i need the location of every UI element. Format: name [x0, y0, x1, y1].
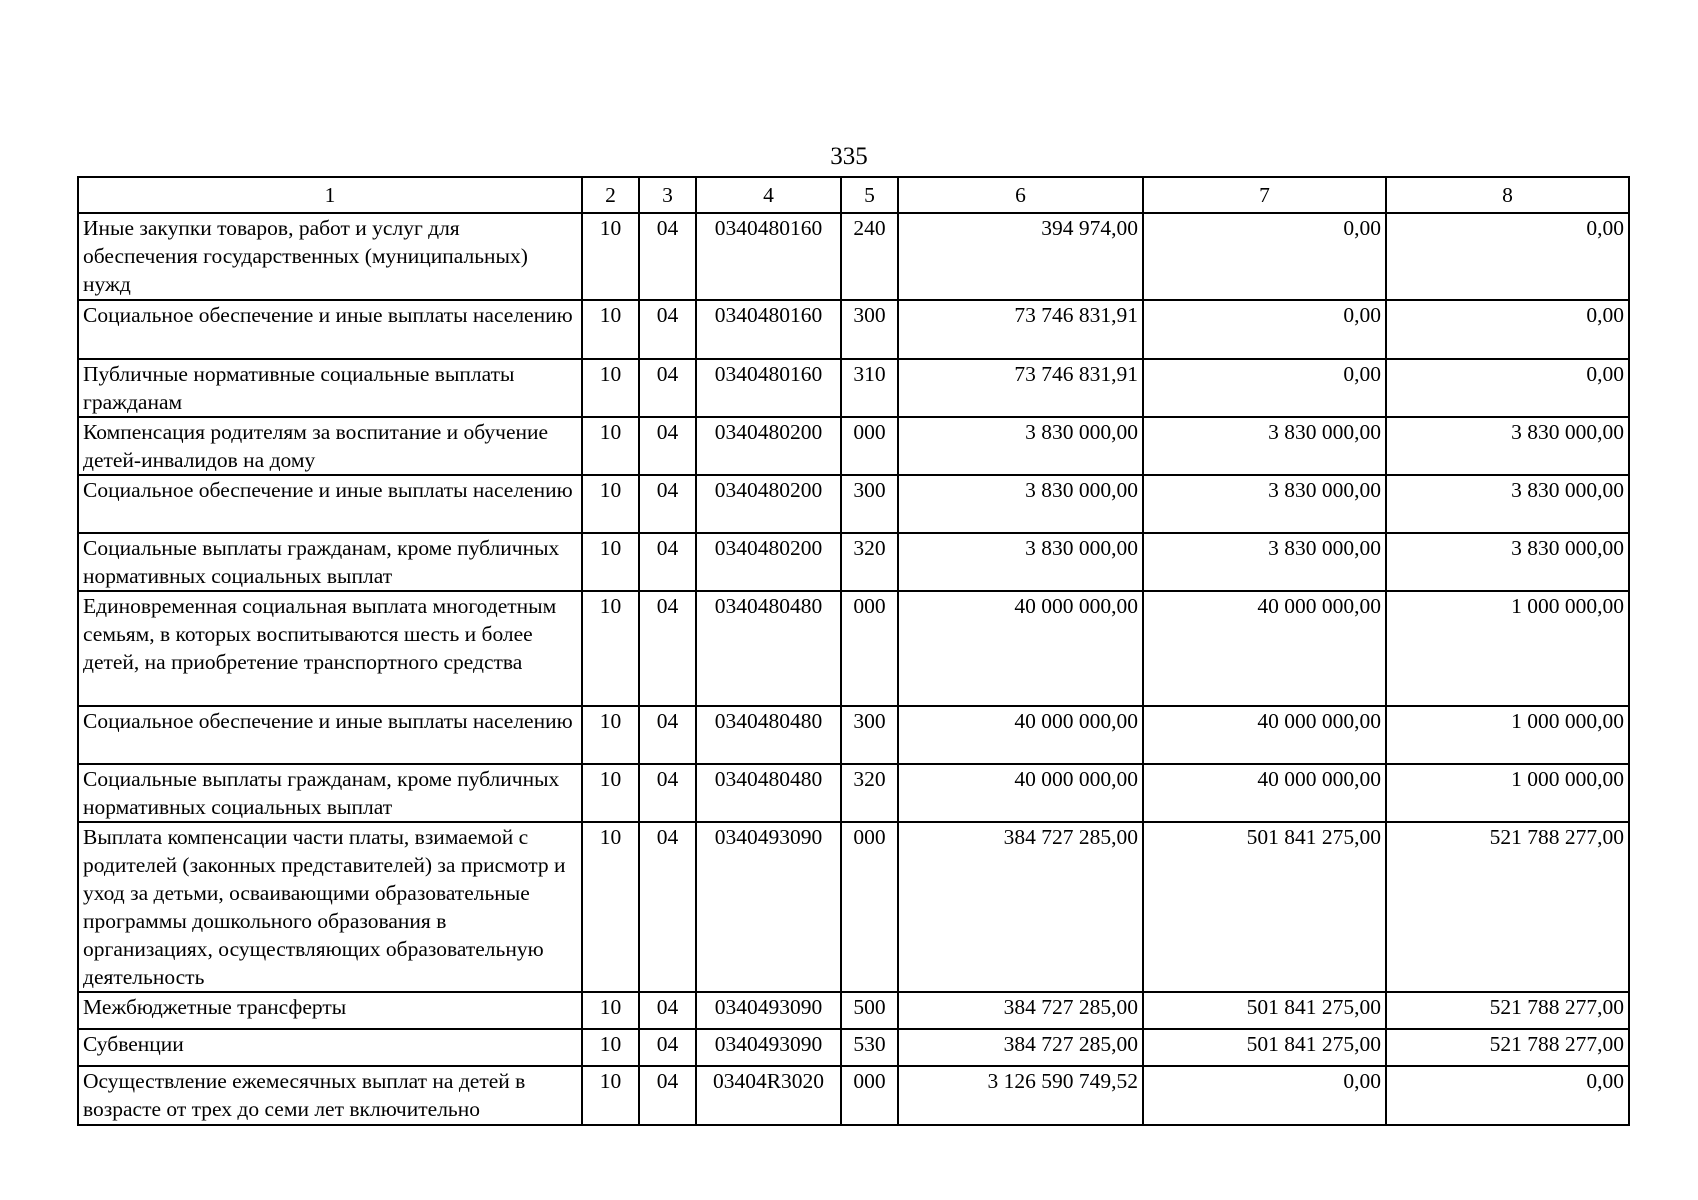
expense-type-cell: 320	[841, 533, 898, 591]
table-row	[78, 359, 1629, 417]
column-header: 7	[1143, 177, 1386, 213]
subsection-cell: 04	[639, 475, 696, 533]
subsection-cell: 04	[639, 706, 696, 764]
expense-type-cell: 000	[841, 1066, 898, 1125]
section-cell: 10	[582, 1066, 639, 1125]
table-row	[78, 533, 1629, 591]
section-cell: 10	[582, 533, 639, 591]
amount-cell: 501 841 275,00	[1143, 1029, 1386, 1066]
expense-type-cell: 000	[841, 417, 898, 475]
target-article-cell: 0340480200	[696, 475, 841, 533]
amount-cell: 501 841 275,00	[1143, 992, 1386, 1029]
row-name-cell: Единовременная социальная выплата многодетным семьям, в которых воспитываются шесть и более детей, на приобретение транспортного средства	[78, 591, 582, 706]
amount-cell: 0,00	[1386, 300, 1629, 359]
amount-cell: 3 830 000,00	[898, 533, 1143, 591]
amount-cell: 3 126 590 749,52	[898, 1066, 1143, 1125]
amount-cell: 1 000 000,00	[1386, 591, 1629, 706]
subsection-cell: 04	[639, 533, 696, 591]
column-header: 6	[898, 177, 1143, 213]
page-number: 335	[830, 143, 868, 170]
table-row	[78, 300, 1629, 359]
amount-cell: 394 974,00	[898, 213, 1143, 300]
subsection-cell: 04	[639, 1066, 696, 1125]
section-cell: 10	[582, 359, 639, 417]
target-article-cell: 03404R3020	[696, 1066, 841, 1125]
amount-cell: 3 830 000,00	[1143, 475, 1386, 533]
column-header: 4	[696, 177, 841, 213]
budget-table	[77, 176, 1630, 1126]
row-name-cell: Социальное обеспечение и иные выплаты населению	[78, 475, 582, 533]
row-name-cell: Субвенции	[78, 1029, 582, 1066]
amount-cell: 73 746 831,91	[898, 359, 1143, 417]
target-article-cell: 0340480160	[696, 213, 841, 300]
amount-cell: 384 727 285,00	[898, 822, 1143, 992]
amount-cell: 521 788 277,00	[1386, 1029, 1629, 1066]
expense-type-cell: 300	[841, 300, 898, 359]
table-row	[78, 417, 1629, 475]
section-cell: 10	[582, 300, 639, 359]
expense-type-cell: 300	[841, 706, 898, 764]
subsection-cell: 04	[639, 1029, 696, 1066]
amount-cell: 1 000 000,00	[1386, 764, 1629, 822]
subsection-cell: 04	[639, 359, 696, 417]
row-name-cell: Выплата компенсации части платы, взимаемой с родителей (законных представителей) за присмотр и уход за детьми, осваивающими образовательные программы дошкольного образования в организациях, осуществляющих образовательную деятельность	[78, 822, 582, 992]
amount-cell: 3 830 000,00	[898, 417, 1143, 475]
subsection-cell: 04	[639, 300, 696, 359]
target-article-cell: 0340480200	[696, 417, 841, 475]
amount-cell: 3 830 000,00	[1143, 417, 1386, 475]
column-header: 5	[841, 177, 898, 213]
amount-cell: 0,00	[1143, 213, 1386, 300]
amount-cell: 0,00	[1386, 213, 1629, 300]
expense-type-cell: 000	[841, 591, 898, 706]
amount-cell: 3 830 000,00	[1386, 475, 1629, 533]
row-name-cell: Социальные выплаты гражданам, кроме публичных нормативных социальных выплат	[78, 533, 582, 591]
row-name-cell: Межбюджетные трансферты	[78, 992, 582, 1029]
amount-cell: 0,00	[1143, 1066, 1386, 1125]
subsection-cell: 04	[639, 992, 696, 1029]
expense-type-cell: 500	[841, 992, 898, 1029]
section-cell: 10	[582, 591, 639, 706]
section-cell: 10	[582, 1029, 639, 1066]
target-article-cell: 0340480160	[696, 359, 841, 417]
row-name-cell: Компенсация родителям за воспитание и обучение детей-инвалидов на дому	[78, 417, 582, 475]
table-row	[78, 992, 1629, 1029]
expense-type-cell: 310	[841, 359, 898, 417]
table-row	[78, 591, 1629, 706]
amount-cell: 3 830 000,00	[898, 475, 1143, 533]
section-cell: 10	[582, 822, 639, 992]
amount-cell: 1 000 000,00	[1386, 706, 1629, 764]
subsection-cell: 04	[639, 213, 696, 300]
amount-cell: 73 746 831,91	[898, 300, 1143, 359]
amount-cell: 3 830 000,00	[1143, 533, 1386, 591]
amount-cell: 3 830 000,00	[1386, 417, 1629, 475]
target-article-cell: 0340480480	[696, 764, 841, 822]
row-name-cell: Публичные нормативные социальные выплаты гражданам	[78, 359, 582, 417]
amount-cell: 3 830 000,00	[1386, 533, 1629, 591]
amount-cell: 40 000 000,00	[1143, 591, 1386, 706]
column-header: 1	[78, 177, 582, 213]
section-cell: 10	[582, 706, 639, 764]
row-name-cell: Социальное обеспечение и иные выплаты населению	[78, 706, 582, 764]
header-row	[78, 177, 1629, 213]
subsection-cell: 04	[639, 764, 696, 822]
amount-cell: 384 727 285,00	[898, 992, 1143, 1029]
expense-type-cell: 240	[841, 213, 898, 300]
table-row	[78, 213, 1629, 300]
amount-cell: 384 727 285,00	[898, 1029, 1143, 1066]
amount-cell: 521 788 277,00	[1386, 992, 1629, 1029]
section-cell: 10	[582, 417, 639, 475]
column-header: 8	[1386, 177, 1629, 213]
table-row	[78, 1029, 1629, 1066]
row-name-cell: Иные закупки товаров, работ и услуг для обеспечения государственных (муниципальных) нужд	[78, 213, 582, 300]
column-header: 2	[582, 177, 639, 213]
expense-type-cell: 300	[841, 475, 898, 533]
target-article-cell: 0340493090	[696, 822, 841, 992]
target-article-cell: 0340480200	[696, 533, 841, 591]
amount-cell: 40 000 000,00	[898, 764, 1143, 822]
row-name-cell: Социальное обеспечение и иные выплаты населению	[78, 300, 582, 359]
expense-type-cell: 320	[841, 764, 898, 822]
amount-cell: 0,00	[1143, 359, 1386, 417]
amount-cell: 0,00	[1143, 300, 1386, 359]
table-row	[78, 822, 1629, 992]
row-name-cell: Социальные выплаты гражданам, кроме публичных нормативных социальных выплат	[78, 764, 582, 822]
target-article-cell: 0340493090	[696, 1029, 841, 1066]
table-row	[78, 475, 1629, 533]
subsection-cell: 04	[639, 822, 696, 992]
amount-cell: 0,00	[1386, 1066, 1629, 1125]
amount-cell: 40 000 000,00	[1143, 706, 1386, 764]
target-article-cell: 0340480160	[696, 300, 841, 359]
target-article-cell: 0340493090	[696, 992, 841, 1029]
table-row	[78, 706, 1629, 764]
table-row	[78, 1066, 1629, 1125]
section-cell: 10	[582, 992, 639, 1029]
amount-cell: 40 000 000,00	[1143, 764, 1386, 822]
amount-cell: 501 841 275,00	[1143, 822, 1386, 992]
section-cell: 10	[582, 213, 639, 300]
column-header: 3	[639, 177, 696, 213]
row-name-cell: Осуществление ежемесячных выплат на детей в возрасте от трех до семи лет включительно	[78, 1066, 582, 1125]
amount-cell: 0,00	[1386, 359, 1629, 417]
expense-type-cell: 530	[841, 1029, 898, 1066]
section-cell: 10	[582, 764, 639, 822]
expense-type-cell: 000	[841, 822, 898, 992]
table-row	[78, 764, 1629, 822]
amount-cell: 521 788 277,00	[1386, 822, 1629, 992]
amount-cell: 40 000 000,00	[898, 591, 1143, 706]
subsection-cell: 04	[639, 591, 696, 706]
target-article-cell: 0340480480	[696, 591, 841, 706]
target-article-cell: 0340480480	[696, 706, 841, 764]
section-cell: 10	[582, 475, 639, 533]
subsection-cell: 04	[639, 417, 696, 475]
amount-cell: 40 000 000,00	[898, 706, 1143, 764]
